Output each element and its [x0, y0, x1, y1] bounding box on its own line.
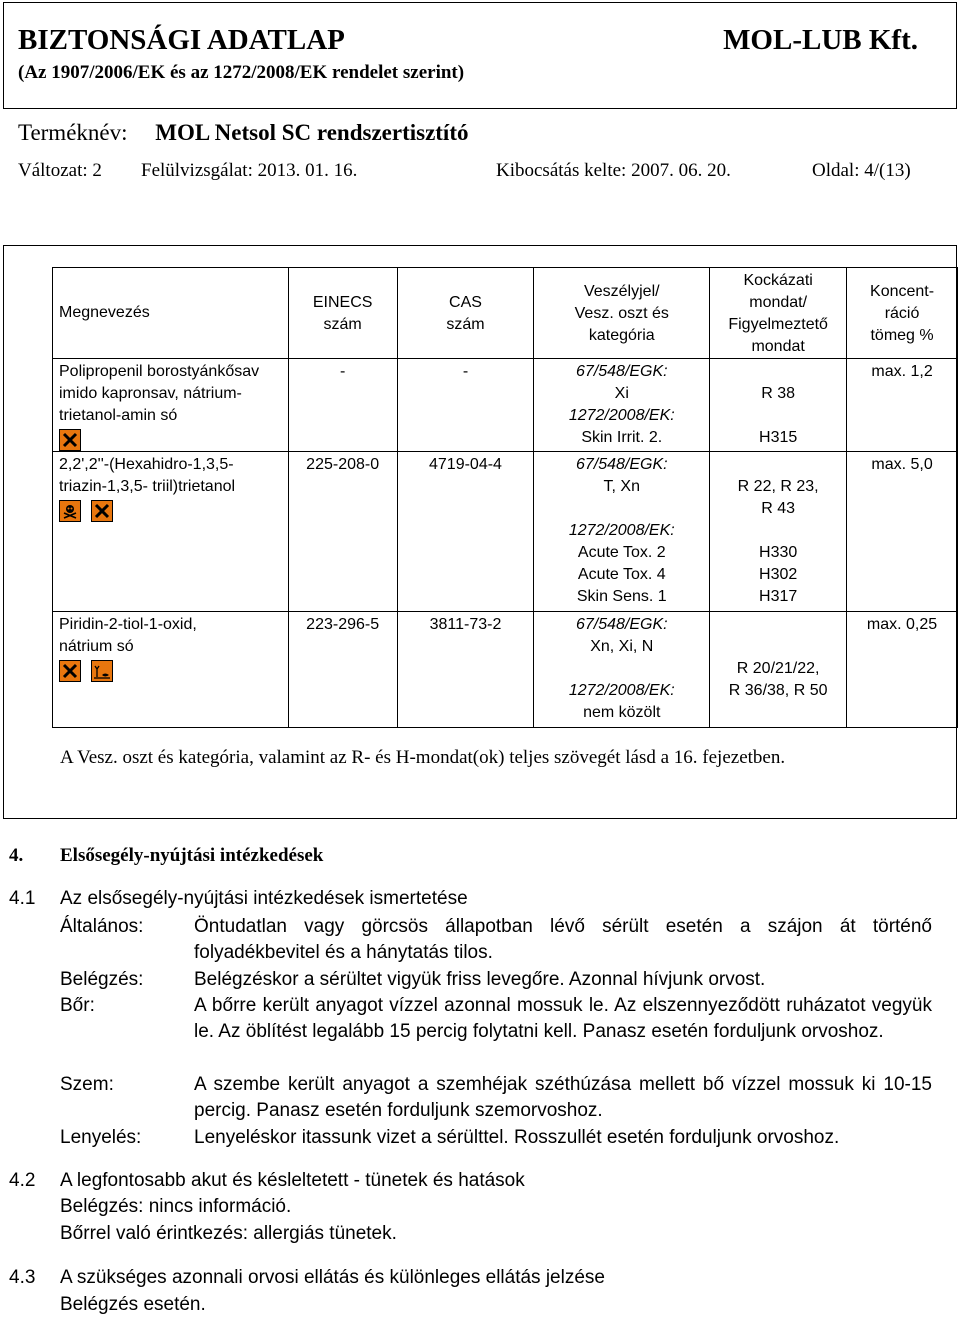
risk-line: [710, 361, 846, 383]
risk-line: R 38: [761, 385, 796, 402]
harmful-cross-icon: [59, 429, 81, 451]
risk-line: [710, 405, 846, 427]
cas-number: -: [397, 359, 534, 452]
risk-line: R 43: [761, 500, 796, 517]
hazard-line: 1272/2008/EK:: [568, 407, 675, 424]
hazard-line: 67/548/EGK:: [575, 456, 668, 473]
risk-line: [710, 614, 846, 636]
company-name: MOL-LUB Kft.: [723, 24, 918, 56]
hazard-line: [534, 658, 709, 680]
risk-line: H302: [759, 566, 798, 583]
risk-line: R 20/21/22,: [736, 660, 820, 677]
subsection-4-3-title: A szükséges azonnali orvosi ellátás és különleges ellátás jelzése: [60, 1267, 605, 1288]
composition-table: [52, 267, 958, 728]
cas-number: 3811-73-2: [397, 612, 534, 728]
risk-line: [710, 520, 846, 542]
hazard-line: 67/548/EGK:: [575, 363, 668, 380]
risk-line: H330: [759, 544, 798, 561]
symptoms-inhalation: Belégzés: nincs információ.: [60, 1196, 292, 1217]
subsection-4-2-number: 4.2: [9, 1170, 36, 1191]
einecs-number: 225-208-0: [288, 452, 397, 612]
concentration: max. 5,0: [847, 452, 958, 612]
reference-note: A Vesz. oszt és kategória, valamint az R- és H-mondat(ok) teljes szövegét lásd a 16. fejezetben.: [60, 747, 786, 768]
first-aid-inhalation: Belégzés: Belégzéskor a sérültet vigyük friss levegőre. Azonnal hívjunk orvost.: [60, 969, 766, 990]
first-aid-general: Általános: Öntudatlan vagy görcsös állapotban lévő sérült esetén a szájon át történő folyadékbevitel és a hánytatás tilos.: [60, 916, 932, 964]
skull-crossbones-icon: [59, 500, 81, 522]
environment-hazard-icon: [91, 660, 113, 682]
first-aid-eye: Szem: A szembe került anyagot a szemhéjak széthúzása mellett bő vízzel mossuk ki 10-15 percig. Panasz esetén forduljunk szemorvoshoz.: [60, 1074, 932, 1122]
hazard-line: Acute Tox. 2: [577, 544, 666, 561]
symptoms-skin: Bőrrel való érintkezés: allergiás tünetek.: [60, 1223, 397, 1244]
risk-line: R 22, R 23,: [737, 478, 819, 495]
risk-phrases: [710, 452, 847, 612]
risk-line: H315: [759, 429, 798, 446]
subsection-4-2-title: A legfontosabb akut és késleltetett - tünetek és hatások: [60, 1170, 525, 1191]
concentration: max. 1,2: [847, 359, 958, 452]
risk-line: R 36/38, R 50: [728, 682, 828, 699]
hazard-line: Xn, Xi, N: [590, 638, 654, 655]
risk-line: [710, 636, 846, 658]
table-row: [53, 612, 958, 728]
version: Változat: 2: [18, 160, 102, 181]
regulation-line: (Az 1907/2006/EK és az 1272/2008/EK rendelet szerint): [18, 62, 465, 83]
substance-name: Piridin-2-tiol-1-oxid, nátrium só: [53, 612, 289, 728]
issue-date: Kibocsátás kelte: 2007. 06. 20.: [496, 160, 731, 181]
hazard-classification: [534, 452, 710, 612]
subsection-4-3-number: 4.3: [9, 1267, 36, 1288]
header-name: Megnevezés: [53, 268, 289, 359]
hazard-line: T, Xn: [603, 478, 640, 495]
product-name: MOL Netsol SC rendszertisztító: [155, 120, 469, 145]
einecs-number: 223-296-5: [288, 612, 397, 728]
header-hazard: Veszélyjel/ Vesz. oszt és kategória: [534, 268, 710, 359]
section4-number: 4.: [9, 845, 24, 866]
hazard-line: 1272/2008/EK:: [568, 682, 675, 699]
header-einecs: EINECS szám: [288, 268, 397, 359]
hazard-classification: [534, 612, 710, 728]
table-row: [53, 452, 958, 612]
table-row: [53, 359, 958, 452]
section4-title: Elsősegély-nyújtási intézkedések: [60, 845, 324, 866]
risk-phrases: [710, 612, 847, 728]
first-aid-ingestion: Lenyelés: Lenyeléskor itassunk vizet a sérülttel. Rosszullét esetén forduljunk orvoshoz.: [60, 1127, 840, 1148]
product-line: [18, 120, 468, 146]
risk-line: [710, 454, 846, 476]
table-header-row: [53, 268, 958, 359]
concentration: max. 0,25: [847, 612, 958, 728]
hazard-line: Xi: [614, 385, 629, 402]
substance-name: 2,2',2''-(Hexahidro-1,3,5- triazin-1,3,5- triil)trietanol: [53, 452, 289, 612]
hazard-line: Skin Irrit. 2.: [581, 429, 663, 446]
header-concentration: Koncent- ráció tömeg %: [847, 268, 958, 359]
header-risk: Kockázati mondat/ Figyelmeztető mondat: [710, 268, 847, 359]
hazard-classification: [534, 359, 710, 452]
revision-date: Felülvizsgálat: 2013. 01. 16.: [141, 160, 358, 181]
risk-phrases: [710, 359, 847, 452]
product-label: Terméknév:: [18, 120, 128, 145]
subsection-4-1-number: 4.1: [9, 888, 36, 909]
header-cas: CAS szám: [397, 268, 534, 359]
cas-number: 4719-04-4: [397, 452, 534, 612]
hazard-line: nem közölt: [583, 704, 661, 721]
harmful-cross-icon: [91, 500, 113, 522]
subsection-4-1-title: Az elsősegély-nyújtási intézkedések ismertetése: [60, 888, 468, 909]
hazard-line: Acute Tox. 4: [577, 566, 666, 583]
medical-attention-note: Belégzés esetén.: [60, 1294, 206, 1315]
doc-title: BIZTONSÁGI ADATLAP: [18, 24, 345, 56]
first-aid-skin: Bőr: A bőrre került anyagot vízzel azonnal mossuk le. Az elszennyeződött ruházatot vegyük le. Az öblítést legalább 15 percig folytatni kell. Panasz esetén forduljunk orvoshoz.: [60, 995, 932, 1043]
page-number: Oldal: 4/(13): [812, 160, 911, 181]
harmful-cross-icon: [59, 660, 81, 682]
hazard-line: 67/548/EGK:: [575, 616, 668, 633]
hazard-line: Skin Sens. 1: [576, 588, 667, 605]
substance-name: Polipropenil borostyánkősav imido kapronsav, nátrium- trietanol-amin só: [53, 359, 289, 452]
einecs-number: -: [288, 359, 397, 452]
risk-line: H317: [759, 588, 798, 605]
hazard-line: [534, 498, 709, 520]
hazard-line: 1272/2008/EK:: [568, 522, 675, 539]
